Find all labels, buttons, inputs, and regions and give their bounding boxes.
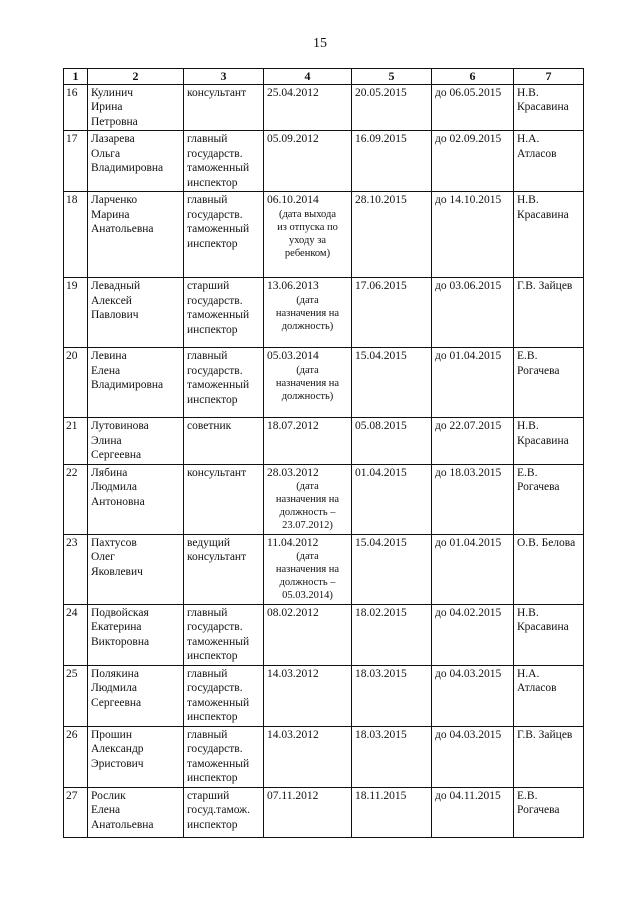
attestation-date-cell: 15.04.2015 bbox=[352, 348, 432, 418]
start-date: 06.10.2014 bbox=[267, 194, 319, 206]
position-line: таможенный bbox=[187, 309, 250, 321]
position-line: инспектор bbox=[187, 237, 238, 250]
start-date: 14.03.2012 bbox=[267, 667, 319, 680]
position-line: ведущий bbox=[187, 536, 231, 549]
responsible-line: Н.В. bbox=[517, 86, 539, 99]
name-cell bbox=[88, 464, 184, 534]
start-date-note: (дата bbox=[296, 551, 319, 562]
attestation-date-cell: 05.08.2015 bbox=[352, 418, 432, 465]
start-date-note: из отпуска по bbox=[277, 221, 338, 233]
header-row bbox=[64, 69, 584, 85]
deadline-cell: до 03.06.2015 bbox=[432, 278, 514, 348]
start-date-note: назначения на bbox=[275, 494, 340, 505]
table-row bbox=[64, 787, 584, 837]
position-line: главный bbox=[187, 728, 228, 741]
name-line: Алексей bbox=[91, 294, 132, 307]
name-cell bbox=[88, 278, 184, 348]
row-number-cell: 16 bbox=[64, 84, 88, 131]
position-line: таможенный bbox=[187, 223, 250, 235]
attestation-date-cell: 01.04.2015 bbox=[352, 464, 432, 534]
start-date-note: должность) bbox=[281, 320, 334, 332]
responsible-line: Красавина bbox=[517, 208, 569, 221]
deadline-cell: до 04.02.2015 bbox=[432, 604, 514, 665]
position-line: таможенный bbox=[187, 379, 250, 391]
position-line: таможенный bbox=[187, 635, 250, 648]
start-date-note: назначения на bbox=[275, 564, 340, 575]
name-line: Сергеевна bbox=[91, 449, 142, 461]
start-date-note: уходу за bbox=[288, 234, 327, 246]
responsible-cell bbox=[514, 278, 584, 348]
name-line: Павлович bbox=[91, 309, 139, 321]
start-date: 05.09.2012 bbox=[267, 133, 319, 145]
responsible-cell bbox=[514, 787, 584, 837]
column-header: 4 bbox=[264, 69, 352, 85]
position-cell bbox=[184, 464, 264, 534]
responsible-line: Красавина bbox=[517, 434, 569, 447]
start-date-note: ребенком) bbox=[284, 247, 331, 259]
start-date: 18.07.2012 bbox=[267, 420, 319, 432]
deadline-cell: до 04.03.2015 bbox=[432, 665, 514, 726]
name-line: Анатольевна bbox=[91, 818, 154, 831]
responsible-line: Н.В. bbox=[517, 606, 539, 619]
name-line: Марина bbox=[91, 208, 130, 221]
name-cell bbox=[88, 604, 184, 665]
column-header: 5 bbox=[352, 69, 432, 85]
start-date-note: назначения на bbox=[275, 377, 340, 389]
row-number-cell: 23 bbox=[64, 534, 88, 604]
attestation-date-cell: 18.02.2015 bbox=[352, 604, 432, 665]
name-line: Ирина bbox=[91, 101, 123, 113]
position-line: таможенный bbox=[187, 696, 250, 709]
attestation-date-cell: 16.09.2015 bbox=[352, 131, 432, 192]
position-line: государств. bbox=[187, 208, 243, 221]
start-date: 14.03.2012 bbox=[267, 728, 319, 741]
position-line: консультант bbox=[187, 466, 247, 479]
responsible-cell bbox=[514, 665, 584, 726]
responsible-cell bbox=[514, 726, 584, 787]
page-number: 15 bbox=[313, 36, 327, 51]
name-line: Левадный bbox=[91, 280, 141, 292]
start-date-note: (дата bbox=[296, 364, 319, 376]
start-date-note: 05.03.2014) bbox=[282, 590, 333, 601]
position-cell bbox=[184, 84, 264, 131]
name-line: Владимировна bbox=[91, 162, 164, 174]
responsible-cell bbox=[514, 464, 584, 534]
position-line: консультант bbox=[187, 86, 247, 99]
deadline-cell: до 06.05.2015 bbox=[432, 84, 514, 131]
row-number-cell: 18 bbox=[64, 192, 88, 278]
position-line: старший bbox=[187, 789, 230, 802]
deadline-cell: до 02.09.2015 bbox=[432, 131, 514, 192]
responsible-cell bbox=[514, 348, 584, 418]
position-line: главный bbox=[187, 133, 228, 145]
start-date-note: назначения на bbox=[275, 307, 340, 319]
responsible-line: Н.В. bbox=[517, 420, 539, 432]
deadline-cell: до 18.03.2015 bbox=[432, 464, 514, 534]
position-line: инспектор bbox=[187, 711, 238, 723]
row-number-cell: 27 bbox=[64, 787, 88, 837]
name-line: Ларченко bbox=[91, 194, 138, 206]
table-row bbox=[64, 604, 584, 665]
column-header: 7 bbox=[514, 69, 584, 85]
table-row bbox=[64, 726, 584, 787]
name-line: Элина bbox=[91, 434, 122, 447]
responsible-line: Н.А. Атласов bbox=[517, 667, 557, 694]
name-cell bbox=[88, 418, 184, 465]
row-number-cell: 25 bbox=[64, 665, 88, 726]
name-line: Екатерина bbox=[91, 621, 142, 633]
start-date: 07.11.2012 bbox=[267, 789, 319, 802]
position-line: государств. bbox=[187, 682, 243, 694]
deadline-cell: до 22.07.2015 bbox=[432, 418, 514, 465]
responsible-cell bbox=[514, 84, 584, 131]
start-date-note: (дата bbox=[296, 294, 319, 306]
start-date-note: должность – bbox=[279, 507, 336, 518]
name-line: Прошин bbox=[91, 728, 132, 741]
name-line: Елена bbox=[91, 804, 121, 816]
column-header: 6 bbox=[432, 69, 514, 85]
table-row bbox=[64, 534, 584, 604]
table-row bbox=[64, 131, 584, 192]
responsible-line: Е.В. Рогачева bbox=[517, 350, 560, 377]
name-line: Людмила bbox=[91, 682, 137, 694]
name-cell bbox=[88, 665, 184, 726]
start-date: 05.03.2014 bbox=[267, 350, 319, 362]
name-line: Александр bbox=[91, 743, 144, 755]
name-cell bbox=[88, 348, 184, 418]
row-number-cell: 24 bbox=[64, 604, 88, 665]
position-line: главный bbox=[187, 606, 228, 619]
position-cell bbox=[184, 604, 264, 665]
start-date-cell bbox=[264, 418, 352, 465]
position-cell bbox=[184, 665, 264, 726]
position-line: государств. bbox=[187, 743, 243, 755]
start-date-cell bbox=[264, 787, 352, 837]
row-number-cell: 19 bbox=[64, 278, 88, 348]
attestation-date-cell: 18.11.2015 bbox=[352, 787, 432, 837]
responsible-cell bbox=[514, 131, 584, 192]
name-line: Антоновна bbox=[91, 495, 145, 508]
name-line: Яковлевич bbox=[91, 565, 143, 578]
name-line: Эристович bbox=[91, 757, 144, 770]
start-date-cell bbox=[264, 464, 352, 534]
start-date: 13.06.2013 bbox=[267, 280, 319, 292]
table-row bbox=[64, 192, 584, 278]
responsible-cell bbox=[514, 604, 584, 665]
position-line: государств. bbox=[187, 621, 243, 633]
table-row bbox=[64, 84, 584, 131]
deadline-cell: до 04.11.2015 bbox=[432, 787, 514, 837]
row-number-cell: 20 bbox=[64, 348, 88, 418]
table-row bbox=[64, 348, 584, 418]
attestation-date-cell: 17.06.2015 bbox=[352, 278, 432, 348]
deadline-cell: до 04.03.2015 bbox=[432, 726, 514, 787]
position-line: таможенный bbox=[187, 757, 250, 770]
position-line: советник bbox=[187, 420, 232, 432]
name-line: Лутовинова bbox=[91, 420, 149, 432]
responsible-cell bbox=[514, 192, 584, 278]
name-line: Пахтусов bbox=[91, 536, 137, 549]
row-number-cell: 17 bbox=[64, 131, 88, 192]
start-date-note: 23.07.2012) bbox=[282, 520, 333, 531]
name-line: Рослик bbox=[91, 789, 126, 802]
start-date-cell bbox=[264, 348, 352, 418]
name-line: Анатольевна bbox=[91, 223, 154, 235]
responsible-line: О.В. Белова bbox=[517, 536, 576, 549]
start-date: 25.04.2012 bbox=[267, 86, 319, 99]
position-cell bbox=[184, 278, 264, 348]
table-row bbox=[64, 278, 584, 348]
name-line: Сергеевна bbox=[91, 696, 142, 709]
position-line: таможенный bbox=[187, 162, 250, 174]
column-header: 3 bbox=[184, 69, 264, 85]
position-line: государств. bbox=[187, 364, 243, 377]
deadline-cell: до 14.10.2015 bbox=[432, 192, 514, 278]
table-row bbox=[64, 464, 584, 534]
name-cell bbox=[88, 84, 184, 131]
row-number-cell: 22 bbox=[64, 464, 88, 534]
name-line: Кулинич bbox=[91, 86, 134, 99]
start-date-cell bbox=[264, 84, 352, 131]
name-cell bbox=[88, 131, 184, 192]
responsible-line: Красавина bbox=[517, 621, 569, 633]
name-line: Лябина bbox=[91, 466, 128, 479]
row-number-cell: 21 bbox=[64, 418, 88, 465]
position-cell bbox=[184, 131, 264, 192]
position-cell bbox=[184, 787, 264, 837]
name-line: Олег bbox=[91, 551, 115, 563]
start-date-note: должность) bbox=[281, 390, 334, 402]
position-line: инспектор bbox=[187, 818, 238, 831]
start-date: 11.04.2012 bbox=[267, 536, 319, 549]
responsible-line: Н.В. bbox=[517, 194, 539, 206]
deadline-cell: до 01.04.2015 bbox=[432, 348, 514, 418]
name-line: Викторовна bbox=[91, 635, 150, 648]
position-line: инспектор bbox=[187, 176, 238, 189]
position-cell bbox=[184, 726, 264, 787]
start-date-cell bbox=[264, 665, 352, 726]
start-date-cell bbox=[264, 278, 352, 348]
position-line: инспектор bbox=[187, 393, 238, 406]
position-line: консультант bbox=[187, 551, 247, 563]
responsible-line: Красавина bbox=[517, 101, 569, 113]
responsible-line: Е.В. Рогачева bbox=[517, 789, 560, 816]
responsible-line: Е.В. Рогачева bbox=[517, 466, 560, 493]
employee-table bbox=[63, 68, 584, 838]
responsible-cell bbox=[514, 418, 584, 465]
name-cell bbox=[88, 787, 184, 837]
position-line: главный bbox=[187, 667, 228, 680]
name-cell bbox=[88, 726, 184, 787]
responsible-line: Г.В. Зайцев bbox=[517, 280, 573, 292]
name-line: Петровна bbox=[91, 115, 138, 128]
start-date: 28.03.2012 bbox=[267, 466, 319, 479]
table-row bbox=[64, 418, 584, 465]
position-line: инспектор bbox=[187, 772, 238, 784]
start-date-cell bbox=[264, 131, 352, 192]
start-date-cell bbox=[264, 726, 352, 787]
name-line: Лазарева bbox=[91, 133, 135, 145]
responsible-cell bbox=[514, 534, 584, 604]
position-cell bbox=[184, 418, 264, 465]
position-line: инспектор bbox=[187, 323, 238, 336]
start-date-cell bbox=[264, 604, 352, 665]
start-date-note: (дата выхода bbox=[278, 208, 337, 220]
name-line: Людмила bbox=[91, 481, 137, 493]
name-line: Подвойская bbox=[91, 606, 149, 619]
position-line: главный bbox=[187, 194, 228, 206]
attestation-date-cell: 28.10.2015 bbox=[352, 192, 432, 278]
position-line: старший bbox=[187, 280, 230, 292]
name-line: Ольга bbox=[91, 147, 121, 160]
position-cell bbox=[184, 192, 264, 278]
responsible-line: Н.А. Атласов bbox=[517, 133, 557, 160]
attestation-date-cell: 18.03.2015 bbox=[352, 665, 432, 726]
start-date-note: (дата bbox=[296, 481, 319, 492]
table-row bbox=[64, 665, 584, 726]
column-header: 1 bbox=[64, 69, 88, 85]
attestation-date-cell: 18.03.2015 bbox=[352, 726, 432, 787]
start-date: 08.02.2012 bbox=[267, 606, 319, 619]
position-line: инспектор bbox=[187, 650, 238, 662]
column-header: 2 bbox=[88, 69, 184, 85]
position-line: государств. bbox=[187, 294, 243, 307]
start-date-cell bbox=[264, 192, 352, 278]
name-line: Левина bbox=[91, 350, 127, 362]
start-date-cell bbox=[264, 534, 352, 604]
table-body bbox=[64, 69, 584, 838]
attestation-date-cell: 15.04.2015 bbox=[352, 534, 432, 604]
name-line: Елена bbox=[91, 364, 121, 377]
name-line: Полякина bbox=[91, 667, 139, 680]
position-line: госуд.тамож. bbox=[187, 804, 251, 816]
responsible-line: Г.В. Зайцев bbox=[517, 728, 573, 741]
name-line: Владимировна bbox=[91, 379, 164, 391]
start-date-note: должность – bbox=[279, 577, 336, 588]
position-line: государств. bbox=[187, 147, 243, 160]
position-cell bbox=[184, 534, 264, 604]
name-cell bbox=[88, 534, 184, 604]
attestation-date-cell: 20.05.2015 bbox=[352, 84, 432, 131]
position-cell bbox=[184, 348, 264, 418]
row-number-cell: 26 bbox=[64, 726, 88, 787]
name-cell bbox=[88, 192, 184, 278]
position-line: главный bbox=[187, 350, 228, 362]
deadline-cell: до 01.04.2015 bbox=[432, 534, 514, 604]
